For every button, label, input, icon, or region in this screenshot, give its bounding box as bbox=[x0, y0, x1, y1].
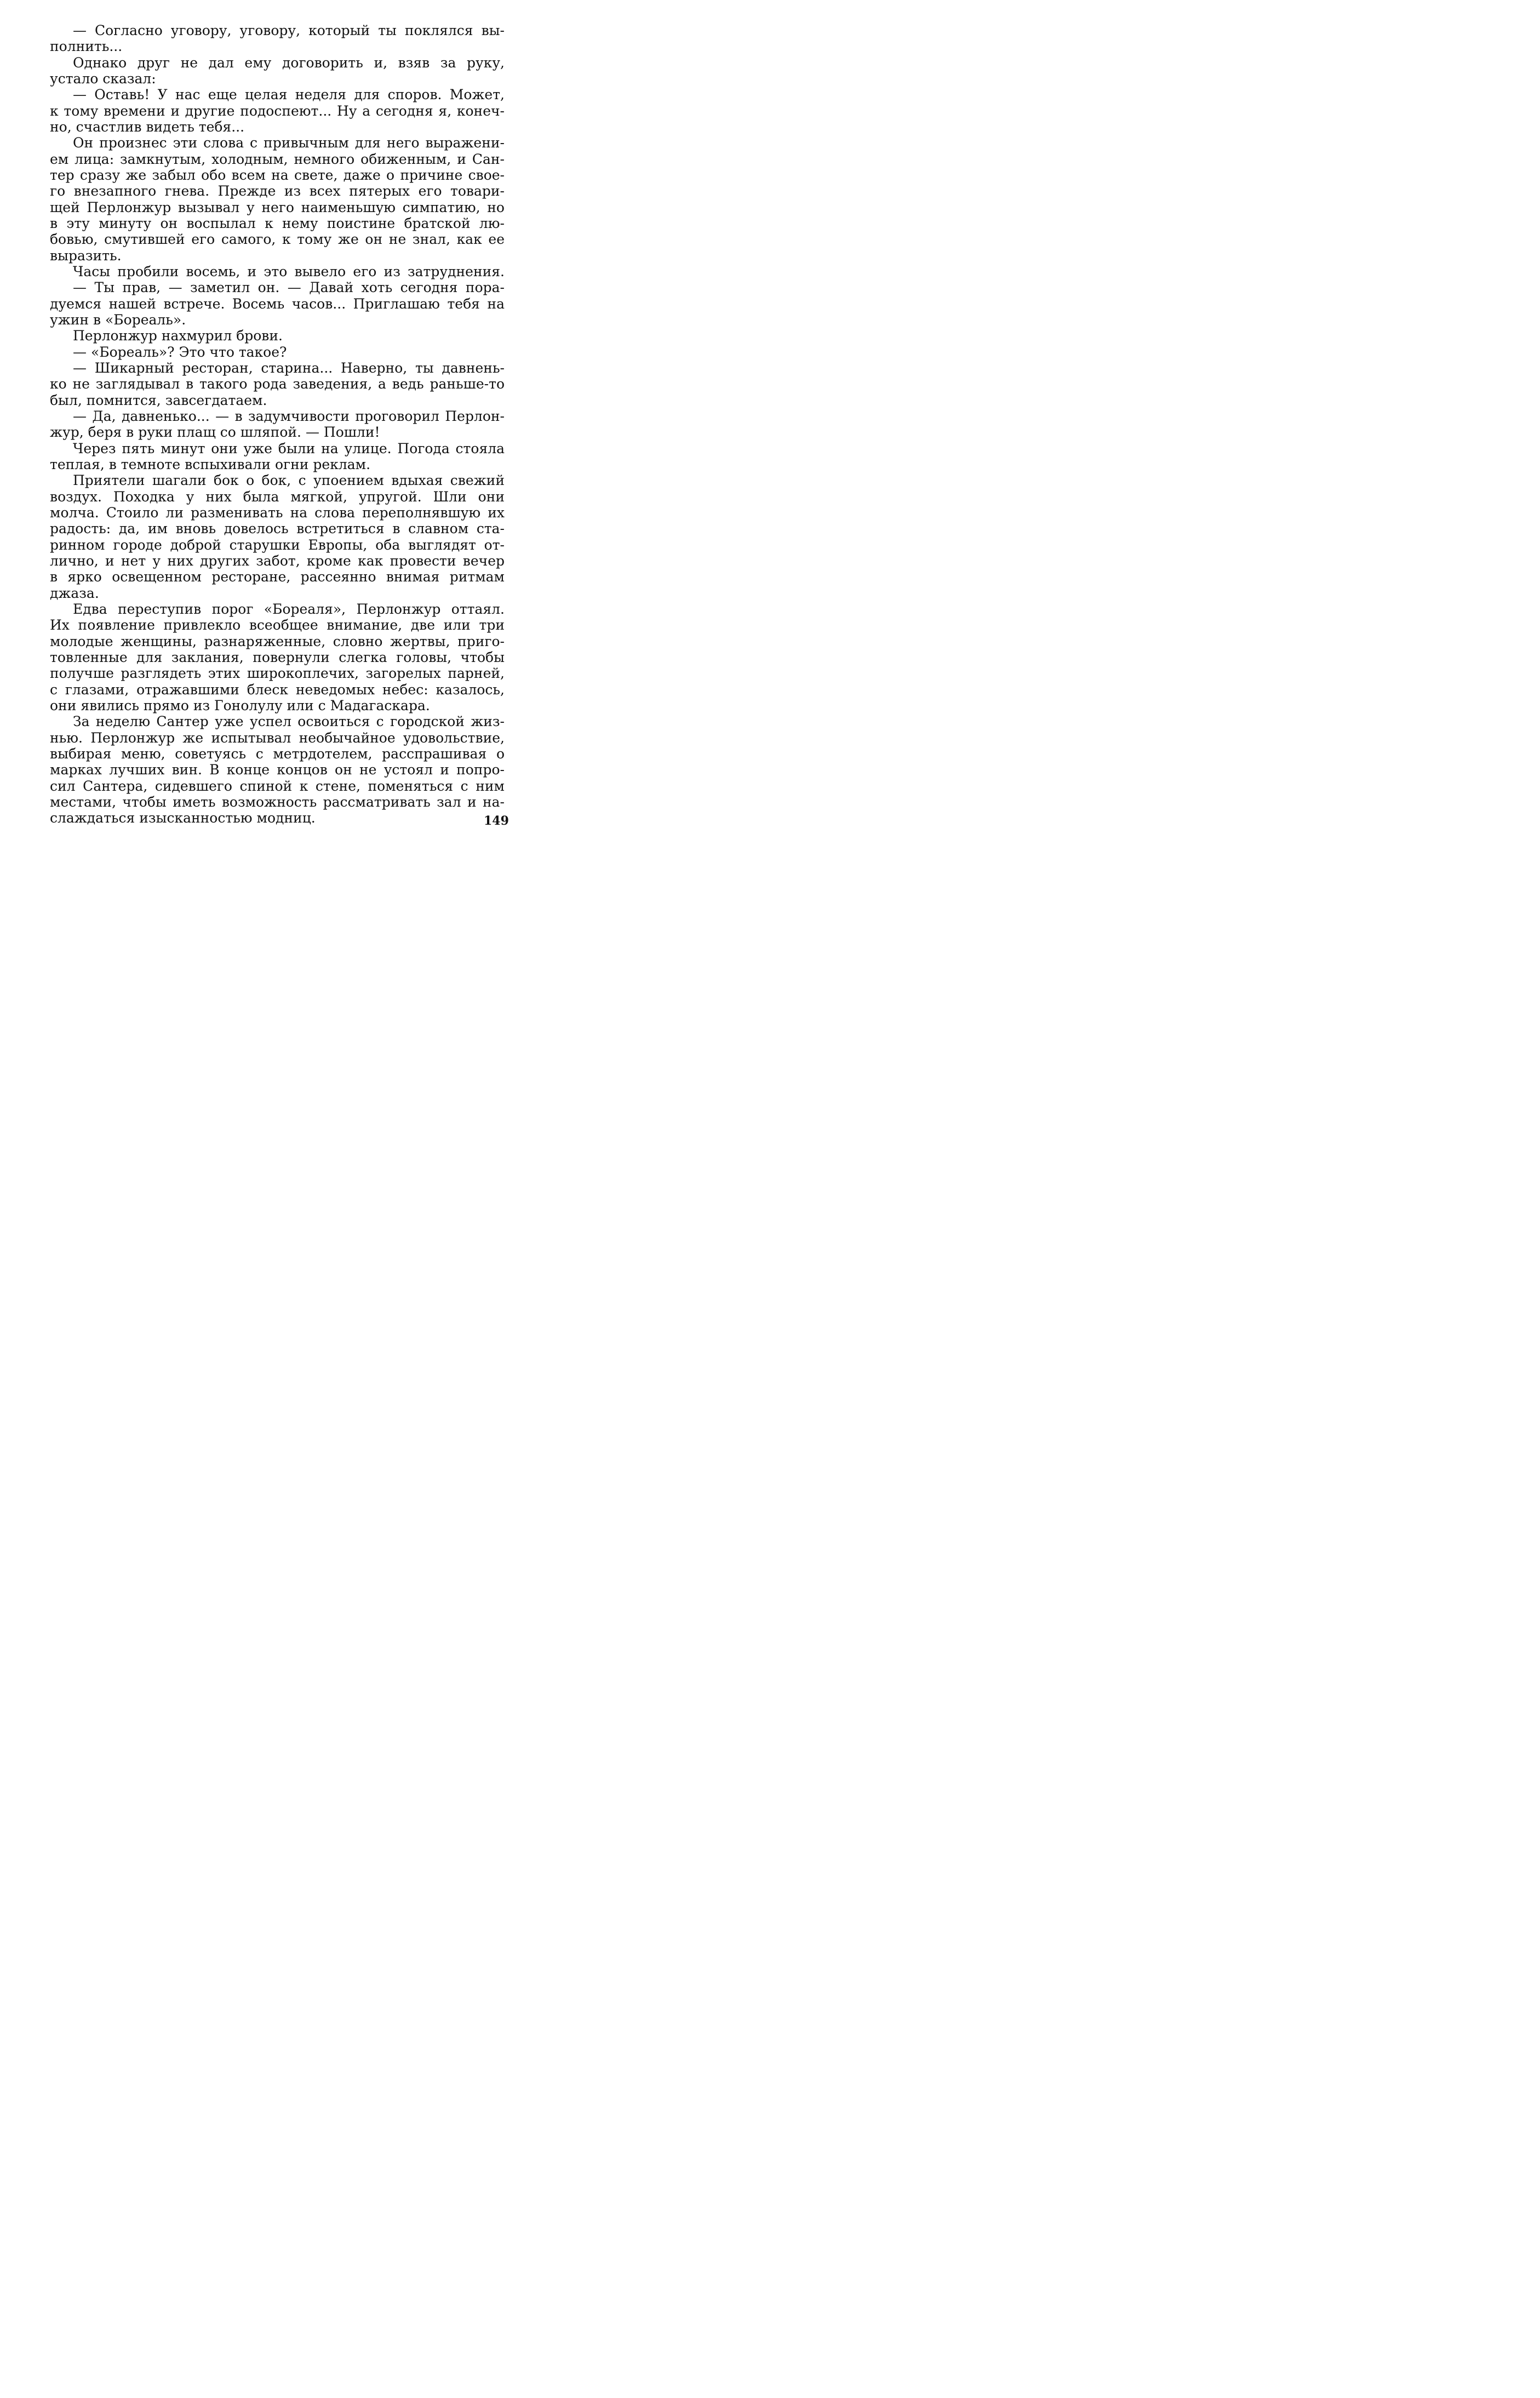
text-line: устало сказал: bbox=[50, 71, 156, 87]
text-line: выразить. bbox=[50, 248, 122, 264]
text-line: с глазами, отражавшими блеск неведомых небес: казалось, bbox=[50, 682, 505, 698]
text-line: Их появление привлекло всеобщее внимание, две или три bbox=[50, 617, 505, 633]
text-line: — Согласно уговору, уговору, который ты поклялся вы- bbox=[73, 22, 505, 38]
text-line: молодые женщины, разнаряженные, словно жертвы, приго- bbox=[50, 633, 505, 649]
text-line: лично, и нет у них других забот, кроме как провести вечер bbox=[50, 553, 505, 569]
text-line: го внезапного гнева. Прежде из всех пятерых его товари- bbox=[50, 183, 505, 199]
text-line: сил Сантера, сидевшего спиной к стене, поменяться с ним bbox=[50, 778, 505, 794]
text-line: полнить... bbox=[50, 38, 123, 54]
text-line: радость: да, им вновь довелось встретиться в славном ста- bbox=[50, 521, 505, 536]
text-line: бовью, смутившей его самого, к тому же он не знал, как ее bbox=[50, 231, 505, 247]
text-line: в эту минуту он воспылал к нему поистине братской лю- bbox=[50, 215, 505, 231]
text-line: в ярко освещенном ресторане, рассеянно внимая ритмам bbox=[50, 569, 505, 585]
text-line: местами, чтобы иметь возможность рассматривать зал и на- bbox=[50, 794, 505, 810]
text-line: Едва переступив порог «Бореаля», Перлонжур оттаял. bbox=[73, 601, 505, 617]
text-line: но, счастлив видеть тебя... bbox=[50, 119, 245, 135]
text-line: Приятели шагали бок о бок, с упоением вдыхая свежий bbox=[73, 472, 505, 488]
text-line: ко не заглядывал в такого рода заведения, а ведь раньше-то bbox=[50, 376, 505, 392]
text-line: к тому времени и другие подоспеют... Ну а сегодня я, конеч- bbox=[50, 103, 505, 119]
text-line: ужин в «Бореаль». bbox=[50, 312, 186, 328]
text-line: Часы пробили восемь, и это вывело его из затруднения. bbox=[73, 264, 505, 279]
text-line: тер сразу же забыл обо всем на свете, даже о причине свое- bbox=[50, 167, 505, 183]
text-line: — «Бореаль»? Это что такое? bbox=[73, 344, 287, 360]
text-line: Однако друг не дал ему договорить и, взяв за руку, bbox=[73, 55, 505, 71]
text-line: Перлонжур нахмурил брови. bbox=[73, 328, 283, 344]
text-line: марках лучших вин. В конце концов он не устоял и попро- bbox=[50, 762, 505, 778]
text-line: теплая, в темноте вспыхивали огни реклам. bbox=[50, 456, 371, 472]
text-line: — Да, давненько... — в задумчивости проговорил Перлон- bbox=[73, 408, 505, 424]
book-page bbox=[0, 0, 552, 860]
text-line: слаждаться изысканностью модниц. bbox=[50, 810, 316, 826]
text-line: ем лица: замкнутым, холодным, немного обиженным, и Сан- bbox=[50, 151, 505, 167]
text-line: они явились прямо из Гонолулу или с Мадагаскара. bbox=[50, 698, 430, 713]
text-line: ринном городе доброй старушки Европы, оба выглядят от- bbox=[50, 537, 505, 553]
text-line: дуемся нашей встрече. Восемь часов... Приглашаю тебя на bbox=[50, 296, 505, 312]
text-line: воздух. Походка у них была мягкой, упругой. Шли они bbox=[50, 489, 505, 505]
text-line: товленные для заклания, повернули слегка головы, чтобы bbox=[50, 649, 505, 665]
text-line: — Ты прав, — заметил он. — Давай хоть сегодня пора- bbox=[73, 279, 505, 295]
text-line: джаза. bbox=[50, 585, 99, 601]
text-line: — Шикарный ресторан, старина... Наверно, ты давнень- bbox=[73, 360, 505, 376]
text-line: молча. Стоило ли разменивать на слова переполнявшую их bbox=[50, 505, 505, 521]
page-number: 149 bbox=[484, 814, 509, 828]
text-line: получше разглядеть этих широкоплечих, загорелых парней, bbox=[50, 665, 505, 681]
text-line: Через пять минут они уже были на улице. Погода стояла bbox=[73, 441, 505, 456]
text-line: нью. Перлонжур же испытывал необычайное удовольствие, bbox=[50, 730, 505, 746]
text-line: был, помнится, завсегдатаем. bbox=[50, 392, 267, 408]
text-line: — Оставь! У нас еще целая неделя для споров. Может, bbox=[73, 87, 505, 102]
text-line: Он произнес эти слова с привычным для него выражени- bbox=[73, 135, 505, 151]
text-line: щей Перлонжур вызывал у него наименьшую симпатию, но bbox=[50, 199, 505, 215]
text-line: жур, беря в руки плащ со шляпой. — Пошли! bbox=[50, 424, 380, 440]
text-line: За неделю Сантер уже успел освоиться с городской жиз- bbox=[73, 713, 505, 729]
text-line: выбирая меню, советуясь с метрдотелем, расспрашивая о bbox=[50, 746, 505, 762]
